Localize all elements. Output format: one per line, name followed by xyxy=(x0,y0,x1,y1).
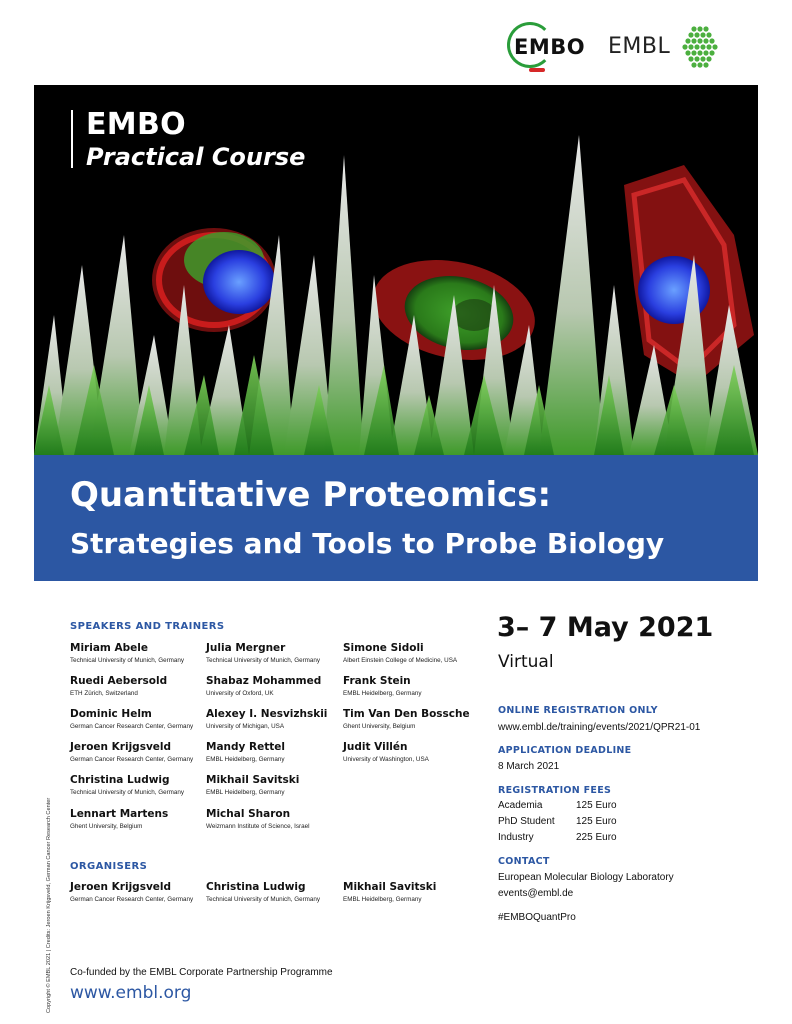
speaker-affiliation: Ghent University, Belgium xyxy=(70,823,143,830)
organiser-name: Jeroen Krijgsveld xyxy=(70,881,172,893)
speaker-entry xyxy=(206,642,346,664)
speaker-entry xyxy=(206,741,346,763)
speaker-entry xyxy=(206,774,346,796)
speaker-entry xyxy=(70,808,210,830)
speaker-affiliation: ETH Zürich, Switzerland xyxy=(70,690,138,697)
speaker-name: Shabaz Mohammed xyxy=(206,675,322,687)
organiser-entry xyxy=(206,881,346,903)
organiser-name: Mikhail Savitski xyxy=(343,881,437,893)
deadline-date: 8 March 2021 xyxy=(498,761,560,772)
organiser-name: Christina Ludwig xyxy=(206,881,306,893)
embo-logo-accent xyxy=(529,68,545,72)
embl-hexagon-icon xyxy=(678,24,722,68)
speaker-affiliation: Albert Einstein College of Medicine, USA xyxy=(343,657,458,664)
speaker-affiliation: Technical University of Munich, Germany xyxy=(206,657,321,664)
speaker-entry xyxy=(343,741,483,763)
hero-image xyxy=(34,85,758,455)
speaker-name: Tim Van Den Bossche xyxy=(343,708,470,720)
organiser-affiliation: German Cancer Research Center, Germany xyxy=(70,896,194,903)
event-date: 3– 7 May 2021 xyxy=(497,612,714,643)
cofunded-note: Co-funded by the EMBL Corporate Partnership Programme xyxy=(70,967,333,978)
website-link[interactable]: www.embl.org xyxy=(70,983,192,1003)
speaker-entry xyxy=(70,675,210,697)
embo-logo-text: EMBO xyxy=(514,35,586,59)
speaker-affiliation: German Cancer Research Center, Germany xyxy=(70,756,194,763)
speaker-name: Michal Sharon xyxy=(206,808,291,820)
title-band xyxy=(34,455,758,581)
speaker-affiliation: Technical University of Munich, Germany xyxy=(70,657,185,664)
embo-logo xyxy=(505,20,589,72)
contact-heading: CONTACT xyxy=(498,856,550,867)
fee-label: Industry xyxy=(498,832,534,843)
registration-link[interactable]: www.embl.de/training/events/2021/QPR21-01 xyxy=(498,722,701,733)
speaker-name: Judit Villén xyxy=(343,741,408,753)
speaker-name: Miriam Abele xyxy=(70,642,148,654)
copyright-credits: Copyright © EMBL 2021 | Credits: Jeroen Krijgsveld, German Cancer Research Center xyxy=(46,797,52,1013)
speaker-entry xyxy=(343,675,483,697)
registration-heading: ONLINE REGISTRATION ONLY xyxy=(498,705,658,716)
speaker-entry xyxy=(206,675,346,697)
speaker-name: Mikhail Savitski xyxy=(206,774,300,786)
speaker-entry xyxy=(206,808,346,830)
deadline-heading: APPLICATION DEADLINE xyxy=(498,745,632,756)
organiser-entry xyxy=(343,881,483,903)
speaker-name: Mandy Rettel xyxy=(206,741,285,753)
organisers-heading: ORGANISERS xyxy=(70,861,148,872)
fee-value: 225 Euro xyxy=(576,832,617,843)
speaker-entry xyxy=(70,642,210,664)
organiser-affiliation: Technical University of Munich, Germany xyxy=(206,896,321,903)
event-venue: Virtual xyxy=(498,652,554,672)
speaker-name: Lennart Martens xyxy=(70,808,169,820)
speakers-heading: SPEAKERS AND TRAINERS xyxy=(70,621,225,632)
course-subtitle: Strategies and Tools to Probe Biology xyxy=(70,527,665,560)
speaker-affiliation: Technical University of Munich, Germany xyxy=(70,789,185,796)
speaker-affiliation: University of Michigan, USA xyxy=(206,723,285,730)
event-hashtag: #EMBOQuantPro xyxy=(498,912,576,923)
fee-value: 125 Euro xyxy=(576,800,617,811)
course-divider xyxy=(71,110,73,168)
organiser-entry xyxy=(70,881,210,903)
fee-label: PhD Student xyxy=(498,816,555,827)
fee-value: 125 Euro xyxy=(576,816,617,827)
fees-heading: REGISTRATION FEES xyxy=(498,785,612,796)
speaker-name: Simone Sidoli xyxy=(343,642,424,654)
speaker-entry xyxy=(70,774,210,796)
speaker-affiliation: University of Washington, USA xyxy=(343,756,429,763)
speaker-entry xyxy=(206,708,346,730)
course-line-1: EMBO xyxy=(86,107,186,142)
organiser-affiliation: EMBL Heidelberg, Germany xyxy=(343,896,422,903)
embl-logo-text: EMBL xyxy=(608,33,671,59)
speaker-entry xyxy=(70,741,210,763)
speaker-affiliation: Ghent University, Belgium xyxy=(343,723,416,730)
speaker-name: Jeroen Krijgsveld xyxy=(70,741,172,753)
course-title: Quantitative Proteomics: xyxy=(70,475,552,515)
speaker-entry xyxy=(343,642,483,664)
speaker-affiliation: University of Oxford, UK xyxy=(206,690,274,697)
contact-email[interactable]: events@embl.de xyxy=(498,888,574,899)
speaker-affiliation: EMBL Heidelberg, Germany xyxy=(206,789,285,796)
speaker-affiliation: EMBL Heidelberg, Germany xyxy=(206,756,285,763)
speaker-affiliation: Weizmann Institute of Science, Israel xyxy=(206,823,310,830)
speaker-entry xyxy=(343,708,483,730)
speaker-name: Julia Mergner xyxy=(206,642,286,654)
speaker-name: Christina Ludwig xyxy=(70,774,170,786)
course-line-2: Practical Course xyxy=(86,143,306,171)
speaker-name: Ruedi Aebersold xyxy=(70,675,168,687)
speaker-affiliation: EMBL Heidelberg, Germany xyxy=(343,690,422,697)
speaker-name: Alexey I. Nesvizhskii xyxy=(206,708,328,720)
speaker-name: Frank Stein xyxy=(343,675,411,687)
speaker-affiliation: German Cancer Research Center, Germany xyxy=(70,723,194,730)
fee-label: Academia xyxy=(498,800,543,811)
contact-organisation: European Molecular Biology Laboratory xyxy=(498,872,674,883)
speaker-entry xyxy=(70,708,210,730)
embl-logo xyxy=(608,28,722,64)
speaker-name: Dominic Helm xyxy=(70,708,152,720)
